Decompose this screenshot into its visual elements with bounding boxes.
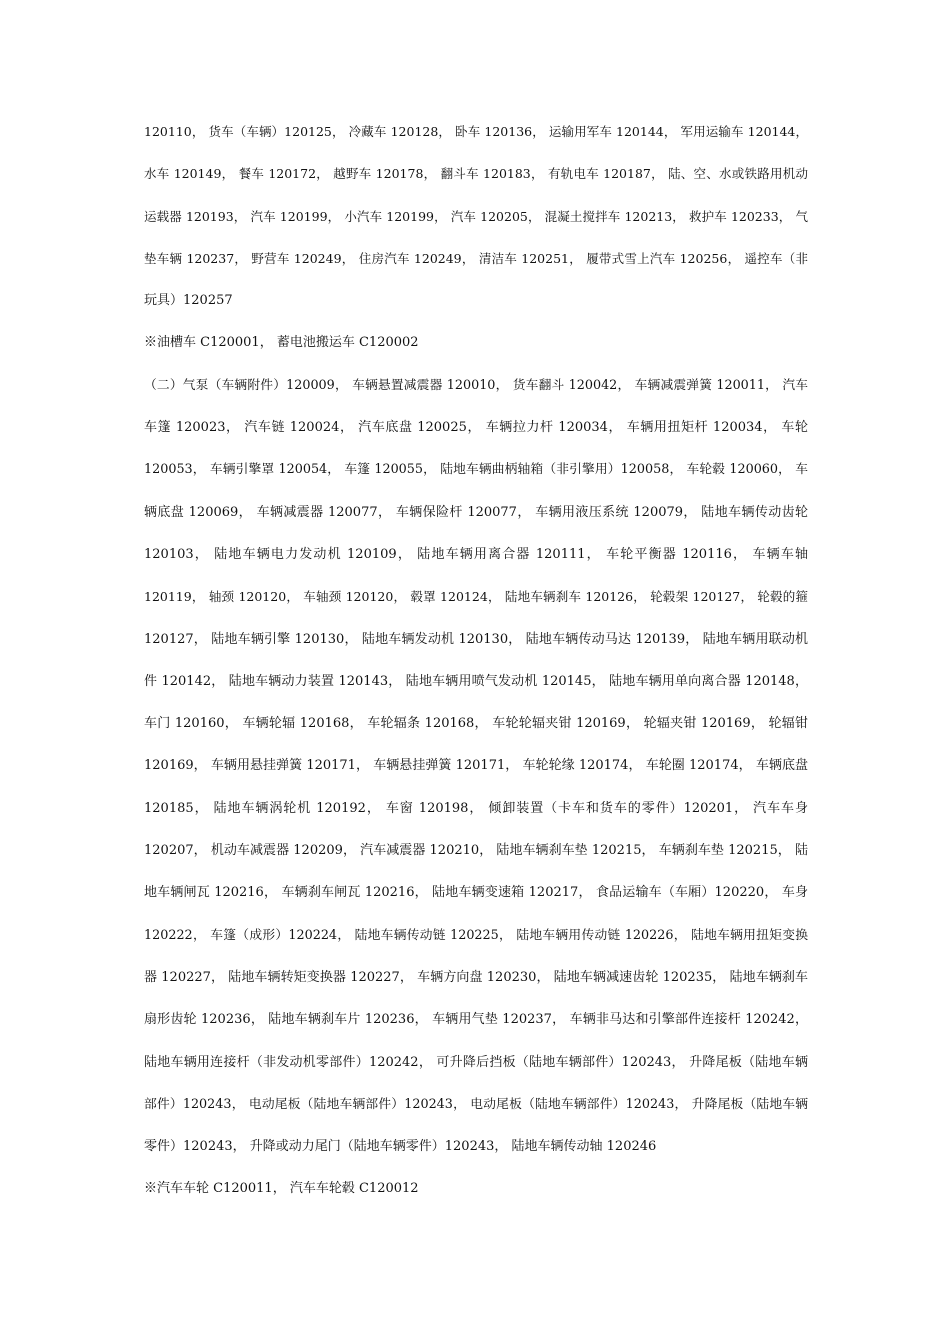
text-line: 120119， 轴颈 120120， 车轴颈 120120， 毂罩 120124， 陆地车辆刹车 120126， 轮毂架 120127， 轮毂的箍 — [144, 589, 808, 605]
paragraph-note-1 — [144, 333, 808, 375]
text-line: 垫车辆 120237， 野营车 120249， 住房汽车 120249， 清洁车 120251， 履带式雪上汽车 120256， 遥控车（非 — [144, 250, 808, 266]
paragraph-vehicle-parts — [144, 376, 808, 1180]
text-line: 零件）120243， 升降或动力尾门（陆地车辆零件）120243， 陆地车辆传动轴 120246 — [144, 1139, 657, 1155]
text-line: 120127， 陆地车辆引擎 120130， 陆地车辆发动机 120130， 陆地车辆传动马达 120139， 陆地车辆用联动机 — [144, 631, 808, 647]
text-line: 玩具）120257 — [144, 293, 233, 309]
text-line: 120103， 陆地车辆电力发动机 120109， 陆地车辆用离合器 120111， 车轮平衡器 120116， 车辆车轴 — [144, 546, 808, 562]
text-line: 水车 120149， 餐车 120172， 越野车 120178， 翻斗车 120183， 有轨电车 120187， 陆、空、水或铁路用机动 — [144, 166, 808, 182]
text-line: 扇形齿轮 120236， 陆地车辆刹车片 120236， 车辆用气垫 120237， 车辆非马达和引擎部件连接杆 120242， — [144, 1012, 808, 1028]
paragraph-vehicles — [144, 122, 808, 333]
text-line: 辆底盘 120069， 车辆减震器 120077， 车辆保险杆 120077， 车辆用液压系统 120079， 陆地车辆传动齿轮 — [144, 504, 808, 520]
paragraph-note-2 — [144, 1179, 808, 1221]
text-line: 器 120227， 陆地车辆转矩变换器 120227， 车辆方向盘 120230， 陆地车辆减速齿轮 120235， 陆地车辆刹车 — [144, 969, 808, 985]
text-line: ※油槽车 C120001， 蓄电池搬运车 C120002 — [144, 335, 419, 351]
text-line: 车门 120160， 车辆轮辐 120168， 车轮辐条 120168， 车轮轮辐夹钳 120169， 轮辐夹钳 120169， 轮辐钳 — [144, 716, 808, 732]
text-line: 件 120142， 陆地车辆动力装置 120143， 陆地车辆用喷气发动机 120145， 陆地车辆用单向离合器 120148， — [144, 673, 808, 689]
text-line: 地车辆闸瓦 120216， 车辆刹车闸瓦 120216， 陆地车辆变速箱 120217， 食品运输车（车厢）120220， 车身 — [144, 885, 808, 901]
text-line: 120222， 车篷（成形）120224， 陆地车辆传动链 120225， 陆地车辆用传动链 120226， 陆地车辆用扭矩变换 — [144, 927, 808, 943]
text-line: 部件）120243， 电动尾板（陆地车辆部件）120243， 电动尾板（陆地车辆部件）120243， 升降尾板（陆地车辆 — [144, 1096, 808, 1112]
text-line: 120185， 陆地车辆涡轮机 120192， 车窗 120198， 倾卸装置（卡车和货车的零件）120201， 汽车车身 — [144, 800, 808, 816]
text-line: 车篷 120023， 汽车链 120024， 汽车底盘 120025， 车辆拉力杆 120034， 车辆用扭矩杆 120034， 车轮 — [144, 420, 808, 436]
text-line: 运载器 120193， 汽车 120199， 小汽车 120199， 汽车 120205， 混凝土搅拌车 120213， 救护车 120233， 气 — [144, 208, 808, 224]
text-line: ※汽车车轮 C120011， 汽车车轮毂 C120012 — [144, 1181, 419, 1197]
text-line: 120110， 货车（车辆）120125， 冷藏车 120128， 卧车 120136， 运输用军车 120144， 军用运输车 120144， — [144, 124, 808, 139]
document-page — [144, 122, 808, 1222]
text-line: 120207， 机动车减震器 120209， 汽车减震器 120210， 陆地车辆刹车垫 120215， 车辆刹车垫 120215， 陆 — [144, 843, 808, 859]
text-line: （二）气泵（车辆附件）120009， 车辆悬置减震器 120010， 货车翻斗 120042， 车辆减震弹簧 120011， 汽车 — [144, 377, 808, 393]
text-line: 120053， 车辆引擎罩 120054， 车篷 120055， 陆地车辆曲柄轴箱（非引擎用）120058， 车轮毂 120060， 车 — [144, 462, 808, 478]
text-line: 陆地车辆用连接杆（非发动机零部件）120242， 可升降后挡板（陆地车辆部件）120243， 升降尾板（陆地车辆 — [144, 1054, 808, 1070]
text-line: 120169， 车辆用悬挂弹簧 120171， 车辆悬挂弹簧 120171， 车轮轮缘 120174， 车轮圈 120174， 车辆底盘 — [144, 758, 808, 774]
